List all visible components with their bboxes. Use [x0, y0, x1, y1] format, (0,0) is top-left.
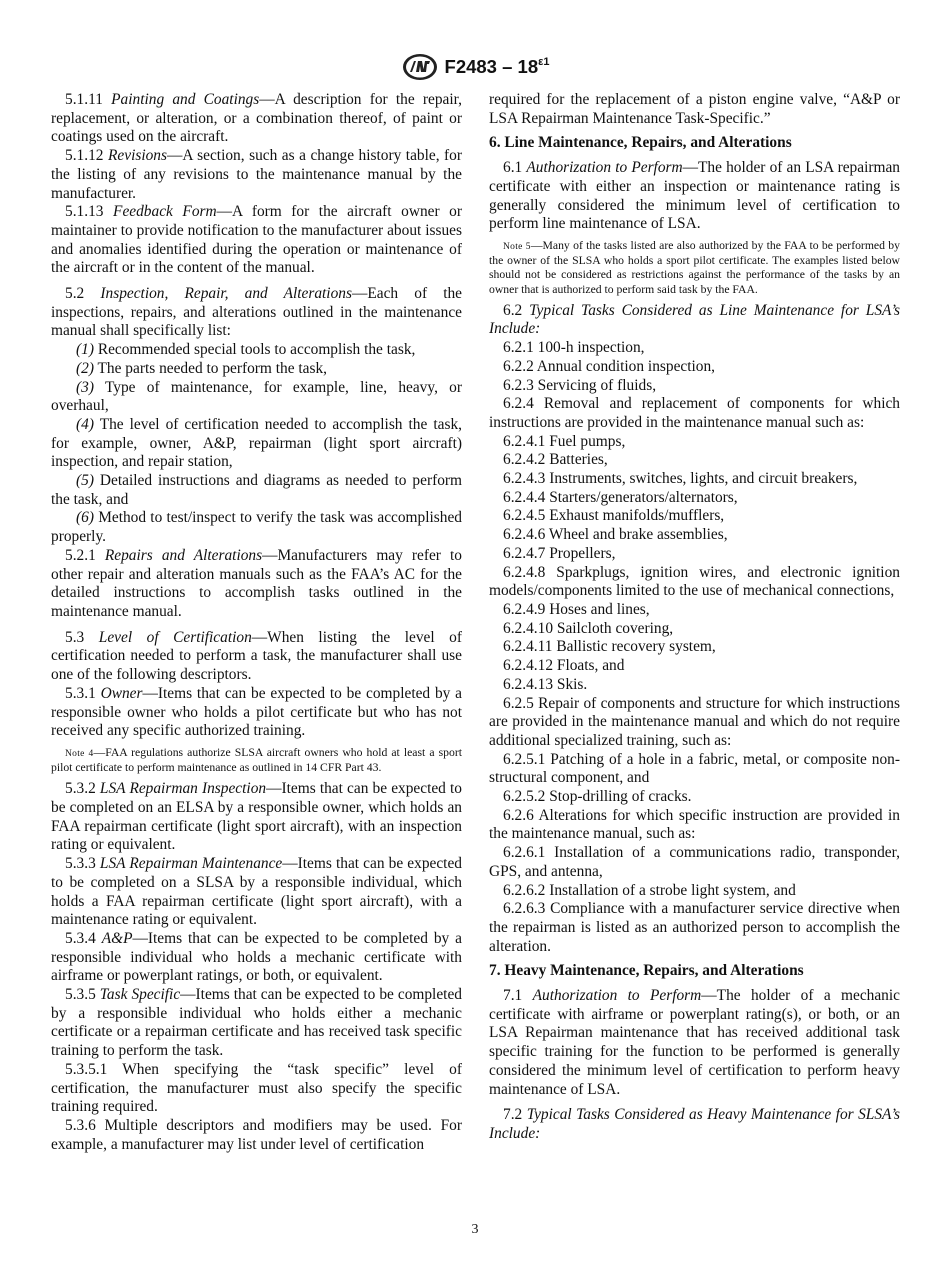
note: Note 5—Many of the tasks listed are also authorized by the FAA to be performed by the owner of the SLSA who holds a sport pilot certificate. The examples listed below should not be considered as restrictions against the performance of the tasks by an owner that is authorized to perform said task by the FAA.	[489, 238, 900, 296]
list-item: (3) Type of maintenance, for example, line, heavy, or overhaul,	[51, 378, 462, 415]
list-item: 6.2.5.1 Patching of a hole in a fabric, metal, or composite non-structural component, and	[489, 750, 900, 787]
list-item: 6.2.4.7 Propellers,	[503, 544, 616, 562]
paragraph: 6.1 Authorization to Perform—The holder of an LSA repairman certificate with either an inspection or maintenance rating is generally considered the minimum level of certification to perform line maintenance of LSA.	[489, 159, 900, 233]
paragraph: 5.1.12 Revisions—A section, such as a change history table, for the listing of any revisions to the maintenance manual by the manufacturer.	[51, 147, 462, 202]
list-item: 6.2.4.12 Floats, and	[503, 657, 625, 675]
page-header	[0, 52, 950, 82]
list-item: 6.2.4.10 Sailcloth covering,	[503, 619, 674, 637]
list-item: 6.2.4.13 Skis.	[503, 675, 588, 693]
paragraph: 5.3 Level of Certification—When listing the level of certification needed to perform a task, the manufacturer shall use one of the following descriptors.	[51, 628, 463, 684]
right-column	[489, 91, 900, 1144]
list-item: 6.2.4.4 Starters/generators/alternators,	[503, 488, 738, 506]
section-heading: 6. Line Maintenance, Repairs, and Alterations	[489, 134, 792, 152]
list-item: 6.2.1 100-h inspection,	[503, 339, 645, 357]
list-item: 6.2.4.3 Instruments, switches, lights, and circuit breakers,	[503, 470, 858, 488]
list-item: 6.2.3 Servicing of fluids,	[503, 376, 657, 394]
list-item: 6.2.4.9 Hoses and lines,	[503, 600, 650, 618]
paragraph: 5.3.6 Multiple descriptors and modifiers may be used. For example, a manufacturer may list under level of certification	[51, 1116, 462, 1153]
paragraph: 5.1.13 Feedback Form—A form for the aircraft owner or maintainer to provide notification to the manufacturer about issues and anomalies identified during the operation or maintenance of the aircraft or in the content of the manual.	[51, 203, 462, 277]
list-item: 6.2.4.1 Fuel pumps,	[503, 432, 626, 450]
list-item: (1) Recommended special tools to accomplish the task,	[76, 341, 416, 359]
list-item: (4) The level of certification needed to accomplish the task, for example, owner, A&P, repairman (light sport aircraft) inspection, and repair station,	[51, 415, 462, 471]
astm-logo-icon	[401, 52, 439, 82]
paragraph: 5.3.5.1 When specifying the “task specific” level of certification, the manufacturer must also specify the specific training required.	[51, 1060, 462, 1116]
list-item: 6.2.4.8 Sparkplugs, ignition wires, and electronic ignition models/components limited to the use of mechanical connections,	[489, 563, 900, 600]
paragraph: 6.2 Typical Tasks Considered as Line Maintenance for LSA’s Include:	[489, 301, 900, 338]
section-heading: 7. Heavy Maintenance, Repairs, and Alterations	[489, 962, 804, 980]
paragraph: 5.3.4 A&P—Items that can be expected to be completed by a responsible individual who holds a mechanic certificate with airframe or powerplant ratings, or both, or equivalent.	[51, 929, 462, 985]
left-column	[51, 91, 462, 1154]
list-item: 6.2.6.3 Compliance with a manufacturer service directive when the repairman is listed as an authorized person to accomplish the alteration.	[489, 900, 900, 955]
standard-designation: $F2483 - 18^{\varepsilon 1}$	[444, 56, 550, 77]
paragraph: 5.3.3 LSA Repairman Maintenance—Items that can be expected to be completed on a SLSA by a responsible individual, which holds a FAA repairman certificate (light sport aircraft), with a maintenance rating or equivalent.	[51, 855, 462, 929]
paragraph: required for the replacement of a piston engine valve, “A&P or LSA Repairman Maintenance Task-Specific.”	[489, 91, 900, 127]
paragraph: 5.3.2 LSA Repairman Inspection—Items that can be expected to be completed on an ELSA by a responsible owner, which holds an FAA repairman certificate (light sport aircraft), with an inspection rating or equivalent.	[51, 780, 462, 854]
paragraph: 5.3.1 Owner—Items that can be expected to be completed by a responsible owner who holds a pilot certificate but who has not received any specific authorized training.	[51, 684, 462, 740]
list-item: (2) The parts needed to perform the task,	[76, 359, 328, 377]
list-item: 6.2.5.2 Stop-drilling of cracks.	[503, 788, 692, 806]
list-item: (5) Detailed instructions and diagrams as needed to perform the task, and	[51, 472, 462, 508]
list-item: 6.2.4 Removal and replacement of components for which instructions are provided in the maintenance manual such as:	[489, 395, 900, 431]
list-item: 6.2.4.2 Batteries,	[503, 451, 608, 469]
list-item: (6) Method to test/inspect to verify the task was accomplished properly.	[51, 509, 462, 546]
paragraph: 7.2 Typical Tasks Considered as Heavy Maintenance for SLSA’s Include:	[489, 1106, 900, 1142]
page-number: 3	[471, 1222, 479, 1237]
list-item: 6.2.6.2 Installation of a strobe light system, and	[503, 881, 796, 899]
paragraph: 6.2.6 Alterations for which specific instruction are provided in the maintenance manual, such as:	[489, 806, 900, 843]
list-item: 6.2.4.11 Ballistic recovery system,	[503, 638, 716, 656]
paragraph: 5.1.11 Painting and Coatings—A description for the repair, replacement, or alteration, or a combination thereof, of paint or coatings used on the aircraft.	[51, 91, 462, 146]
note: Note 4—FAA regulations authorize SLSA aircraft owners who hold at least a sport pilot certificate to perform maintenance as outlined in 14 CFR Part 43.	[51, 745, 462, 775]
paragraph: 5.2.1 Repairs and Alterations—Manufacturers may refer to other repair and alteration manuals such as the FAA’s AC for the detailed instructions to accomplish tasks outlined in the maintenance manual.	[51, 546, 462, 620]
list-item: 6.2.4.5 Exhaust manifolds/mufflers,	[503, 507, 725, 525]
paragraph: 7.1 Authorization to Perform—The holder of a mechanic certificate with airframe or powerplant rating(s), or both, or an LSA Repairman maintenance that has received additional task specific training for the function to be performed is generally considered the minimum level of certification to perform heavy maintenance of LSA.	[489, 987, 900, 1098]
list-item: 6.2.6.1 Installation of a communications radio, transponder, GPS, and antenna,	[489, 844, 900, 880]
list-item: 6.2.4.6 Wheel and brake assemblies,	[503, 526, 728, 544]
paragraph: 5.3.5 Task Specific—Items that can be expected to be completed by a responsible individual who holds either a mechanic certificate or a repairman certificate and has received task specific training to perform the task.	[51, 986, 462, 1060]
paragraph: 6.2.5 Repair of components and structure for which instructions are provided in the maintenance manual and which do not require additional specialized training, such as:	[489, 694, 900, 749]
paragraph: 5.2 Inspection, Repair, and Alterations—Each of the inspections, repairs, and alterations outlined in the maintenance manual shall specifically list:	[51, 285, 462, 340]
list-item: 6.2.2 Annual condition inspection,	[503, 357, 716, 375]
